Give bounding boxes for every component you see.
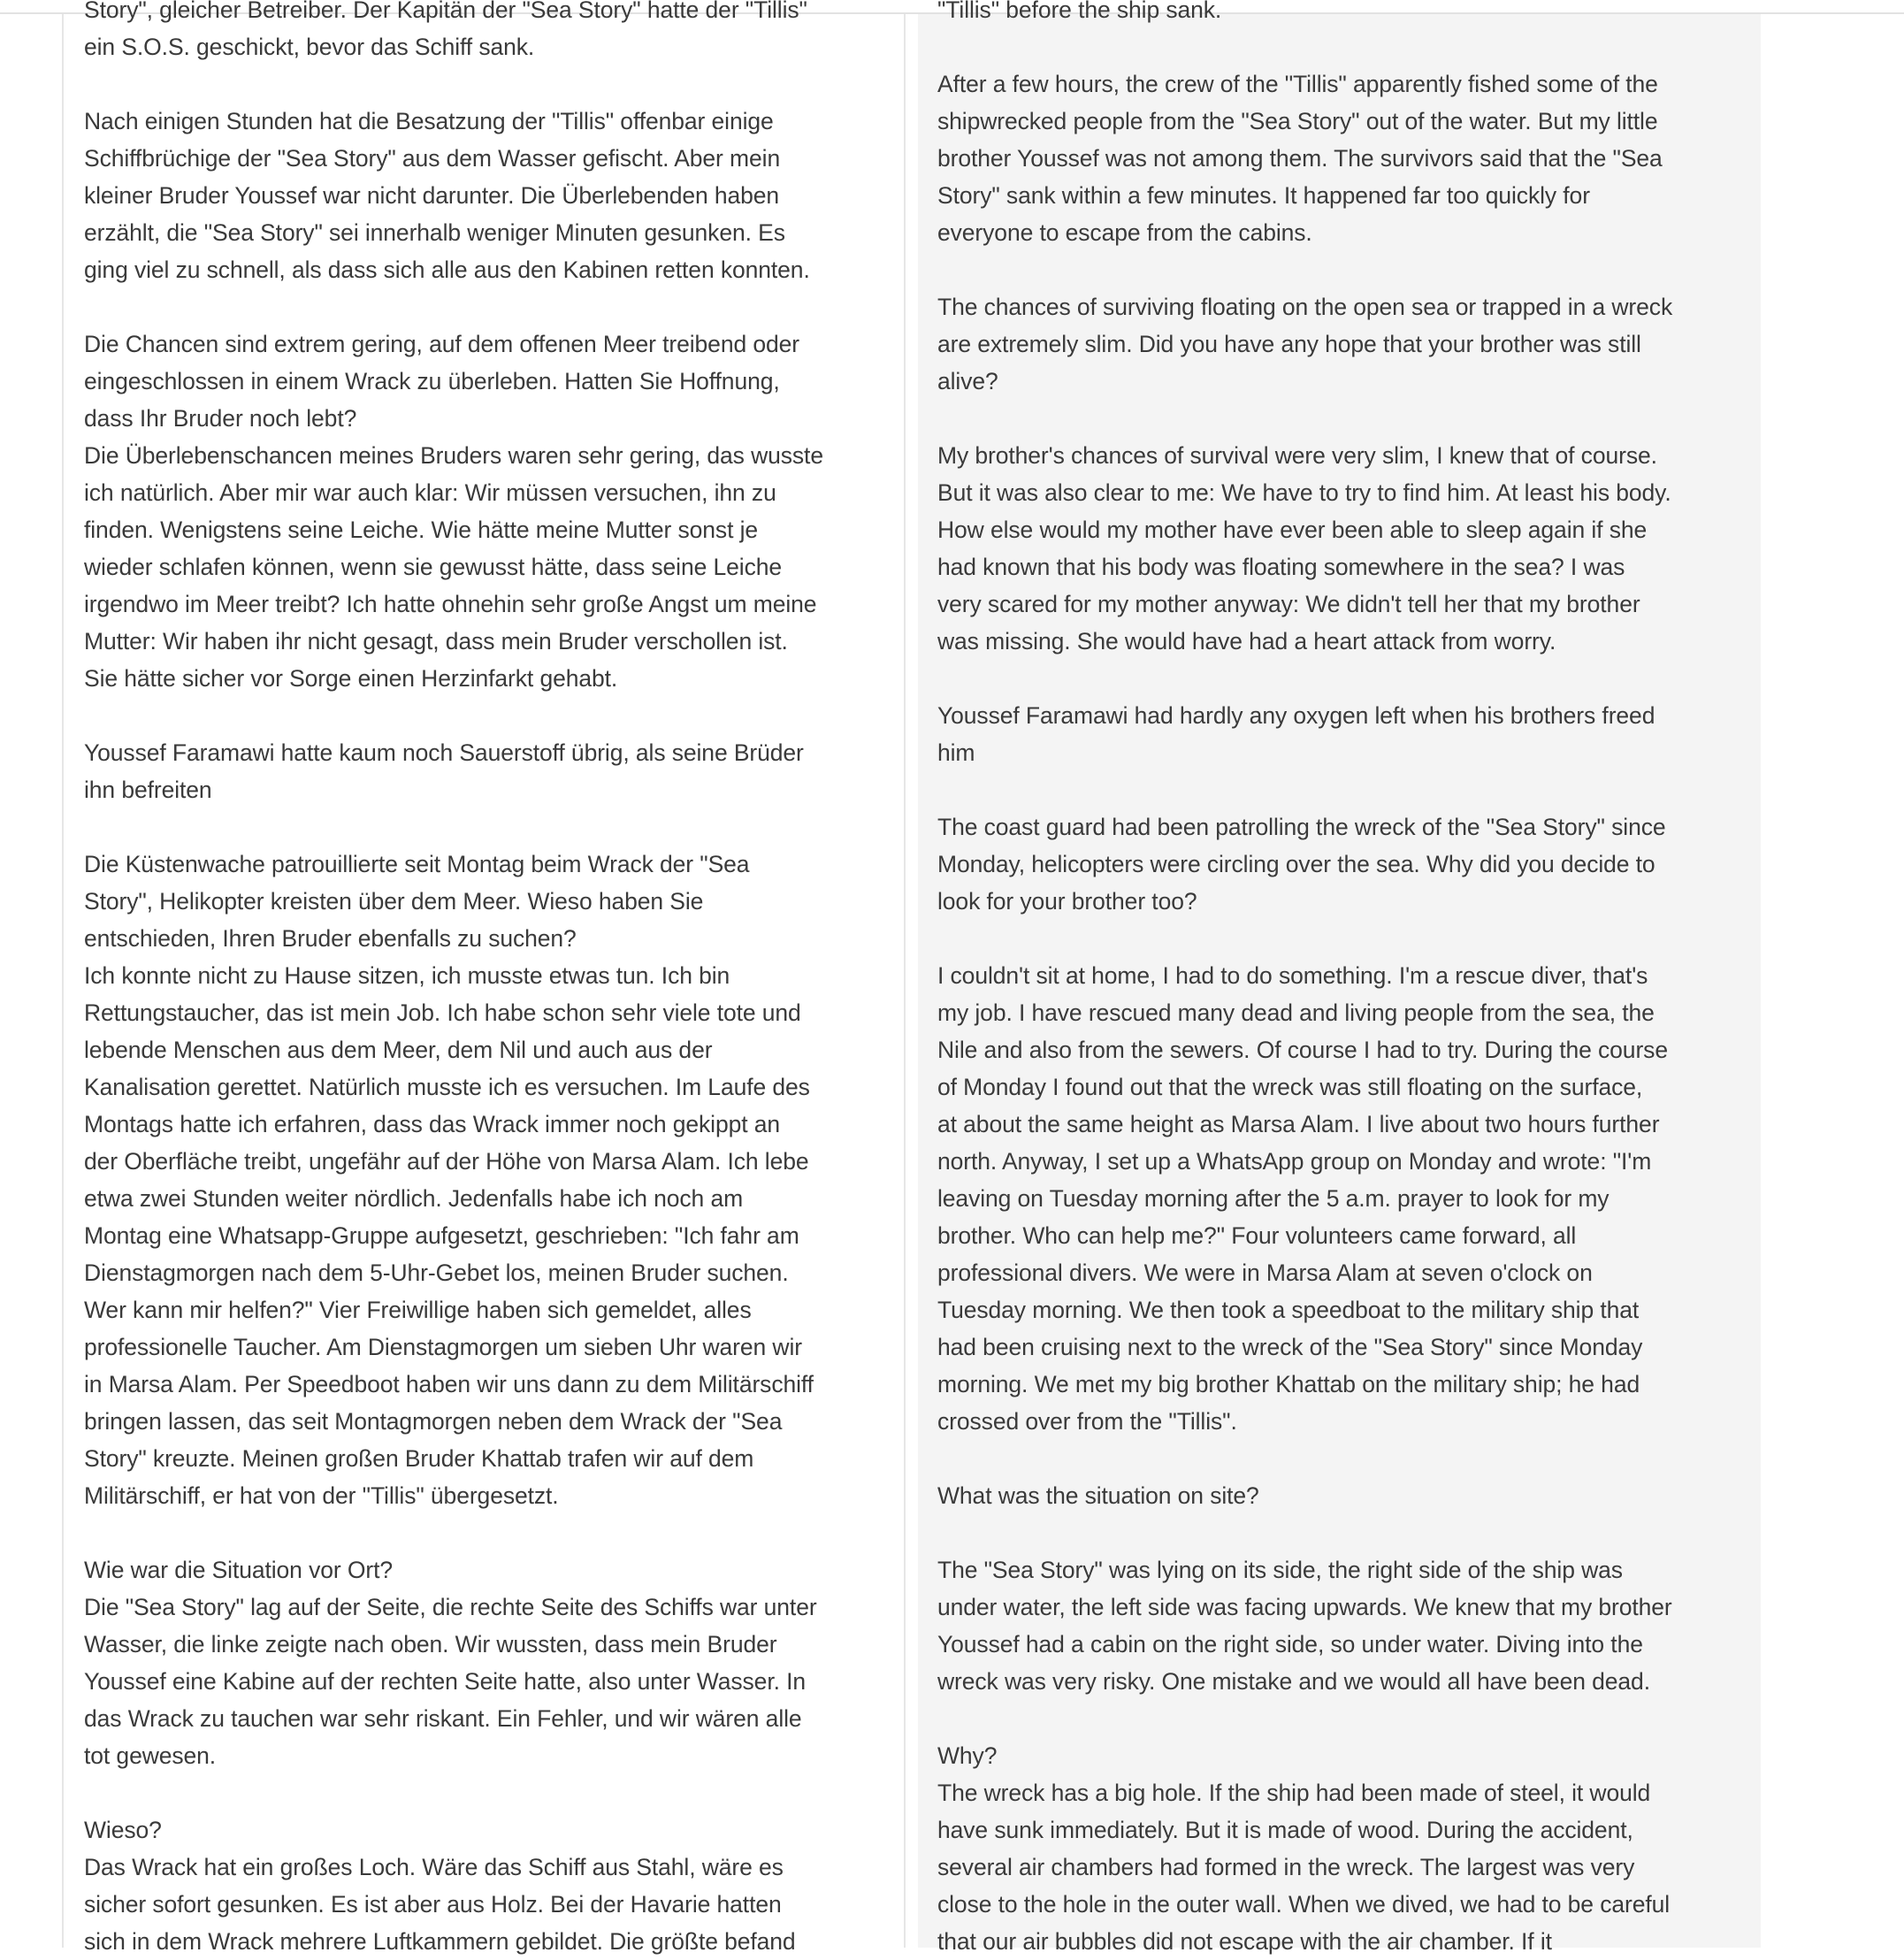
text-line: Youssef Faramawi had hardly any oxygen left when his brothers freed [937,702,1655,729]
english-text [937,0,1733,1960]
text-line: brother. Who can help me?" Four volunteers came forward, all [937,1222,1577,1249]
text-line: that our air bubbles did not escape with the air chamber. If it [937,1928,1552,1955]
text-line: leaving on Tuesday morning after the 5 a.m. prayer to look for my [937,1185,1610,1212]
text-line: das Wrack zu tauchen war sehr riskant. Ein Fehler, und wir wären alle [84,1705,802,1732]
paragraph [84,1589,902,1774]
text-line: lebende Menschen aus dem Meer, dem Nil und auch aus der [84,1037,713,1063]
german-original-column [62,0,906,1955]
text-line: dass Ihr Bruder noch lebt? [84,405,357,432]
text-line: bringen lassen, das seit Montagmorgen neben dem Wrack der "Sea [84,1408,783,1435]
text-line: Montag eine Whatsapp-Gruppe aufgesetzt, geschrieben: "Ich fahr am [84,1222,799,1249]
text-line: Monday, helicopters were circling over the sea. Why did you decide to [937,851,1655,877]
paragraph [84,437,902,697]
text-line: Die Chancen sind extrem gering, auf dem offenen Meer treibend oder [84,331,800,357]
text-line: What was the situation on site? [937,1482,1259,1509]
text-line: Die Überlebenschancen meines Bruders waren sehr gering, das wusste [84,442,823,469]
paragraph [84,325,902,437]
paragraph [937,697,1733,771]
text-line: my job. I have rescued many dead and living people from the sea, the [937,999,1655,1026]
text-line: ich natürlich. Aber mir war auch klar: Wir müssen versuchen, ihn zu [84,479,776,506]
text-line: Wie war die Situation vor Ort? [84,1557,393,1583]
text-line: of Monday I found out that the wreck was still floating on the surface, [937,1074,1643,1100]
text-line: ging viel zu schnell, als dass sich alle aus den Kabinen retten konnten. [84,256,810,283]
paragraph [84,957,902,1514]
paragraph [937,1774,1733,1960]
text-line: Nile and also from the sewers. Of course I had to try. During the course [937,1037,1668,1063]
text-line: kleiner Bruder Youssef war nicht darunter. Die Überlebenden haben [84,182,780,209]
text-line: The "Sea Story" was lying on its side, the right side of the ship was [937,1557,1623,1583]
paragraph [84,0,902,65]
text-line: are extremely slim. Did you have any hope that your brother was still [937,331,1641,357]
text-line: I couldn't sit at home, I had to do something. I'm a rescue diver, that's [937,962,1648,989]
text-line: Wasser, die linke zeigte nach oben. Wir wussten, dass mein Bruder [84,1631,777,1658]
text-line: wreck was very risky. One mistake and we would all have been dead. [937,1668,1650,1695]
text-line: in Marsa Alam. Per Speedboot haben wir uns dann zu dem Militärschiff [84,1371,814,1397]
text-line: shipwrecked people from the "Sea Story" out of the water. But my little [937,108,1658,134]
text-line: But it was also clear to me: We have to try to find him. At least his body. [937,479,1671,506]
text-line: erzählt, die "Sea Story" sei innerhalb weniger Minuten gesunken. Es [84,219,785,246]
text-line: Die Küstenwache patrouillierte seit Montag beim Wrack der "Sea [84,851,750,877]
text-line: under water, the left side was facing upwards. We knew that my brother [937,1594,1672,1620]
text-line: Dienstagmorgen nach dem 5-Uhr-Gebet los, meinen Bruder suchen. [84,1259,789,1286]
text-line: had known that his body was floating somewhere in the sea? I was [937,554,1625,580]
text-line: Montags hatte ich erfahren, dass das Wrack immer noch gekippt an [84,1111,781,1137]
text-line: etwa zwei Stunden weiter nördlich. Jedenfalls habe ich noch am [84,1185,744,1212]
text-line: Story", gleicher Betreiber. Der Kapitän der "Sea Story" hatte der "Tillis" [84,0,807,23]
paragraph [937,65,1733,251]
paragraph [84,1551,902,1589]
text-line: was missing. She would have had a heart attack from worry. [937,628,1556,655]
text-line: Ich konnte nicht zu Hause sitzen, ich musste etwas tun. Ich bin [84,962,730,989]
text-line: at about the same height as Marsa Alam. I live about two hours further [937,1111,1660,1137]
text-line: The coast guard had been patrolling the wreck of the "Sea Story" since [937,814,1666,840]
text-line: irgendwo im Meer treibt? Ich hatte ohnehin sehr große Angst um meine [84,591,817,617]
text-line: Youssef had a cabin on the right side, so under water. Diving into the [937,1631,1643,1658]
text-line: him [937,739,975,766]
paragraph [937,808,1733,920]
text-line: Youssef Faramawi hatte kaum noch Sauerstoff übrig, als seine Brüder [84,739,804,766]
text-line: Rettungstaucher, das ist mein Job. Ich habe schon sehr viele tote und [84,999,801,1026]
text-line: Story", Helikopter kreisten über dem Meer. Wieso haben Sie [84,888,704,915]
text-line: The chances of surviving floating on the open sea or trapped in a wreck [937,294,1673,320]
text-line: Nach einigen Stunden hat die Besatzung der "Tillis" offenbar einige [84,108,774,134]
paragraph [937,288,1733,400]
text-line: Wer kann mir helfen?" Vier Freiwillige haben sich gemeldet, alles [84,1297,752,1323]
text-line: had been cruising next to the wreck of the "Sea Story" since Monday [937,1334,1643,1360]
paragraph [84,1849,902,1960]
text-line: morning. We met my big brother Khattab on the military ship; he had [937,1371,1640,1397]
text-line: professionelle Taucher. Am Dienstagmorgen um sieben Uhr waren wir [84,1334,802,1360]
text-line: Die "Sea Story" lag auf der Seite, die rechte Seite des Schiffs war unter [84,1594,817,1620]
paragraph [937,957,1733,1440]
text-line: ihn befreiten [84,777,212,803]
text-line: north. Anyway, I set up a WhatsApp group on Monday and wrote: "I'm [937,1148,1652,1175]
text-line: close to the hole in the outer wall. When we dived, we had to be careful [937,1891,1671,1918]
text-line: Story" kreuzte. Meinen großen Bruder Khattab trafen wir auf dem [84,1445,754,1472]
text-line: several air chambers had formed in the wreck. The largest was very [937,1854,1635,1880]
text-line: Sie hätte sicher vor Sorge einen Herzinfarkt gehabt. [84,665,618,692]
text-line: have sunk immediately. But it is made of wood. During the accident, [937,1817,1633,1843]
paragraph [84,846,902,957]
text-line: sicher sofort gesunken. Es ist aber aus Holz. Bei der Havarie hatten [84,1891,782,1918]
paragraph [937,1737,1733,1774]
text-line: ein S.O.S. geschickt, bevor das Schiff sank. [84,34,535,60]
text-line: look for your brother too? [937,888,1197,915]
text-line: "Tillis" before the ship sank. [937,0,1222,23]
text-line: Kanalisation gerettet. Natürlich musste ich es versuchen. Im Laufe des [84,1074,810,1100]
german-text [84,0,902,1960]
text-line: crossed over from the "Tillis". [937,1408,1237,1435]
text-line: Youssef eine Kabine auf der rechten Seite hatte, also unter Wasser. In [84,1668,807,1695]
text-line: professional divers. We were in Marsa Alam at seven o'clock on [937,1259,1593,1286]
paragraph [937,1551,1733,1700]
text-line: Militärschiff, er hat von der "Tillis" übergesetzt. [84,1482,559,1509]
paragraph [84,734,902,808]
paragraph [937,0,1733,28]
paragraph [84,103,902,288]
text-line: brother Youssef was not among them. The survivors said that the "Sea [937,145,1663,172]
text-line: Das Wrack hat ein großes Loch. Wäre das Schiff aus Stahl, wäre es [84,1854,784,1880]
text-line: Story" sank within a few minutes. It happened far too quickly for [937,182,1590,209]
text-line: My brother's chances of survival were very slim, I knew that of course. [937,442,1657,469]
paragraph [937,1477,1733,1514]
paragraph [937,437,1733,660]
text-line: wieder schlafen können, wenn sie gewusst hätte, dass seine Leiche [84,554,782,580]
text-line: finden. Wenigstens seine Leiche. Wie hätte meine Mutter sonst je [84,517,759,543]
text-line: sich in dem Wrack mehrere Luftkammern gebildet. Die größte befand [84,1928,796,1955]
text-line: alive? [937,368,998,394]
text-line: Mutter: Wir haben ihr nicht gesagt, dass mein Bruder verschollen ist. [84,628,788,655]
text-line: After a few hours, the crew of the "Tillis" apparently fished some of the [937,71,1658,97]
text-line: very scared for my mother anyway: We didn't tell her that my brother [937,591,1640,617]
text-line: Tuesday morning. We then took a speedboat to the military ship that [937,1297,1640,1323]
text-line: Wieso? [84,1817,162,1843]
text-line: eingeschlossen in einem Wrack zu überleben. Hatten Sie Hoffnung, [84,368,780,394]
text-line: tot gewesen. [84,1742,217,1769]
paragraph [84,1811,902,1849]
text-line: everyone to escape from the cabins. [937,219,1312,246]
text-line: The wreck has a big hole. If the ship had been made of steel, it would [937,1780,1651,1806]
text-line: entschieden, Ihren Bruder ebenfalls zu suchen? [84,925,577,952]
text-line: Why? [937,1742,998,1769]
text-line: der Oberfläche treibt, ungefähr auf der Höhe von Marsa Alam. Ich lebe [84,1148,809,1175]
english-translation-column [918,0,1761,1955]
text-line: Schiffbrüchige der "Sea Story" aus dem Wasser gefischt. Aber mein [84,145,781,172]
text-line: How else would my mother have ever been able to sleep again if she [937,517,1648,543]
